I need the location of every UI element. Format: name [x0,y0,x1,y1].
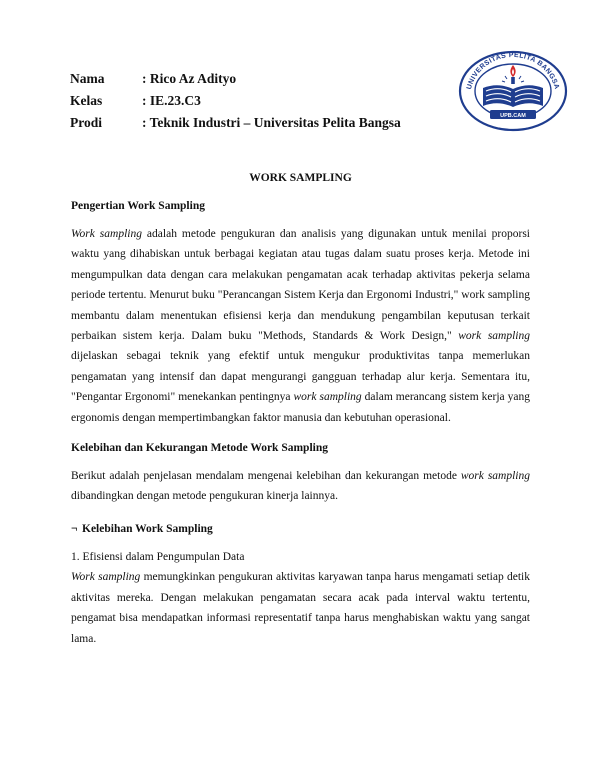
italic-term: work sampling [458,330,531,343]
italic-term: work sampling [460,470,531,483]
text-run: dijelaskan sebagai teknik yang efektif untuk mengukur produktivitas tanpa memerlukan pengamatan yang intensif dan dapat mengurangi gangguan terhadap alur kerja. Sementara itu, "Pengantar Ergonomi" menekankan pentingnya [71,350,530,404]
info-value: : Rico Az Adityo [142,71,237,86]
section-heading-pros-cons: Kelebihan dan Kekurangan Metode Work Sampling [71,442,328,455]
info-value: : IE.23.C3 [142,93,201,108]
section-heading-definition: Pengertian Work Sampling [71,200,205,212]
italic-term: Work sampling [71,571,141,584]
pros-cons-paragraph [71,466,530,507]
info-label: Prodi [70,115,103,130]
info-row-name [70,68,460,90]
info-label: Nama [70,71,105,86]
logo-book-icon [483,85,543,107]
bullet-icon: ¬ [71,522,78,535]
text-run: memungkinkan pengukuran aktivitas karyawan tanpa harus mengamati setiap detik aktivitas mereka. Dengan melakukan pengamatan secara acak pada interval waktu tertentu, pengamat bisa mendapatkan informasi representatif tanpa harus menghabiskan waktu yang sangat lama. [71,571,531,645]
document-title: WORK SAMPLING [249,172,352,184]
info-value: : Teknik Industri – Universitas Pelita Bangsa [142,115,401,130]
definition-paragraph [71,224,530,428]
advantage-item-title: 1. Efisiensi dalam Pengumpulan Data [71,550,245,563]
info-row-program [70,112,460,134]
italic-term: work sampling [293,391,362,404]
student-info [70,68,460,134]
university-logo [454,46,572,132]
text-run: dalam merancang sistem kerja yang ergonomis dengan mempertimbangkan faktor manusia dan kebutuhan operasional. [71,391,531,424]
advantage-item-paragraph [71,567,530,649]
section-heading-advantages [71,523,530,535]
text-run: adalah metode pengukuran dan analisis yang digunakan untuk menilai proporsi waktu yang dihabiskan untuk berbagai kegiatan atau tugas dalam suatu proses kerja. Metode ini mengumpulkan data dengan cara melakukan pengamatan acak terhadap aktivitas pekerja selama periode tertentu. Menurut buku "Perancangan Sistem Kerja dan Ergonomi Industri," work sampling membantu dalam menentukan efisiensi kerja dan mendukung pengambilan keputusan terkait perbaikan sistem kerja. Dalam buku "Methods, Standards & Work Design," [71,228,531,343]
logo-arc-text: UNIVERSITAS PELITA BANGSA [465,51,561,91]
text-run: Berikut adalah penjelasan mendalam mengenai kelebihan dan kekurangan metode [71,470,461,483]
heading-text: Kelebihan Work Sampling [82,522,213,535]
info-row-class [70,90,460,112]
logo-torch-icon [502,65,524,84]
logo-banner-text: UPB.CAM [500,113,526,119]
info-label: Kelas [70,93,103,108]
italic-term: Work sampling [71,228,142,240]
text-run: dibandingkan dengan metode pengukuran kinerja lainnya. [71,490,338,503]
document-body [71,172,530,649]
